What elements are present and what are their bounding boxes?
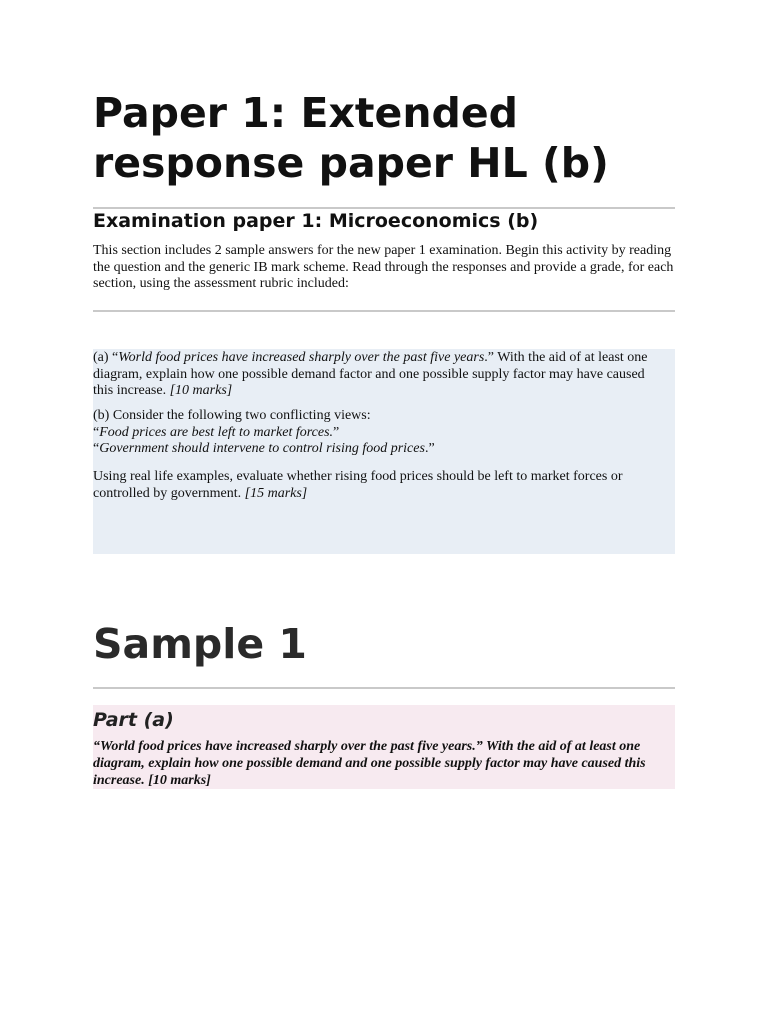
divider <box>93 310 675 312</box>
question-a-prefix: (a) “ <box>93 350 119 365</box>
question-box <box>93 349 675 554</box>
quote-open: “ <box>93 424 100 440</box>
part-question: “World food prices have increased sharply over the past five years.” With the aid of at least one diagram, explain how one possible demand and one possible supply factor may have caused this increase. [10 marks] <box>93 739 646 788</box>
question-a-marks: [10 marks] <box>169 383 233 398</box>
section-subtitle: Examination paper 1: Microeconomics (b) <box>93 210 539 232</box>
quote-close: .” <box>424 441 435 456</box>
sample-heading: Sample 1 <box>93 620 307 668</box>
part-box <box>93 705 675 789</box>
question-b-marks: [15 marks] <box>244 485 308 501</box>
question-a-quote: World food prices have increased sharply over the past five years <box>118 350 485 365</box>
question-a-text: .” With the aid of at least one diagram, explain how one possible demand factor and one possible supply factor may have caused this increase. <box>93 350 648 398</box>
question-b-task <box>93 469 668 502</box>
question-a <box>93 350 663 400</box>
intro-paragraph: This section includes 2 sample answers for the new paper 1 examination. Begin this activity by reading the question and the generic IB mark scheme. Read through the responses and provide a grade, for each section, using the assessment rubric included: <box>93 243 674 291</box>
part-heading: Part (a) <box>93 709 174 731</box>
quote-open: “ <box>93 441 100 456</box>
page-title: Paper 1: Extended response paper HL (b) <box>93 89 609 187</box>
divider <box>93 687 675 689</box>
question-b <box>93 408 663 458</box>
quote-close: ” <box>333 424 340 440</box>
question-b-intro: (b) Consider the following two conflicting views: <box>93 408 371 423</box>
question-b-view1: Food prices are best left to market forces. <box>99 424 334 440</box>
question-b-view2: Government should intervene to control rising food prices <box>99 441 425 456</box>
question-b-task-text: Using real life examples, evaluate whether rising food prices should be left to market forces or controlled by government. <box>93 469 623 501</box>
